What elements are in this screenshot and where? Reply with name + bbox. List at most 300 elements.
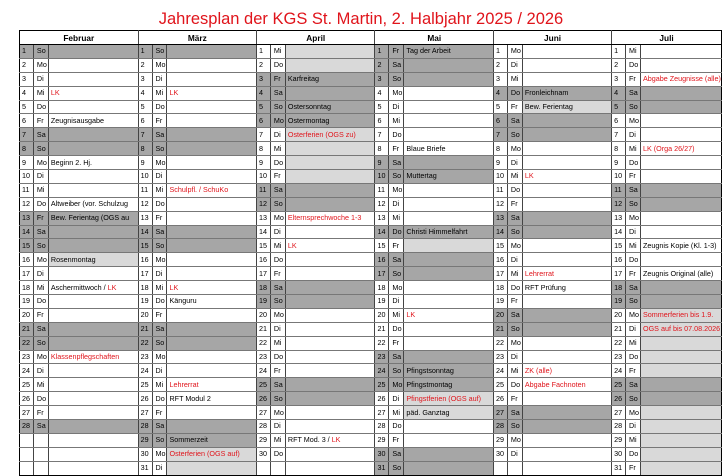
day-number: 17 <box>375 267 389 281</box>
day-number: 23 <box>20 350 34 364</box>
weekday: Mi <box>152 86 167 100</box>
weekday: Sa <box>152 322 167 336</box>
weekday <box>33 433 48 447</box>
day-number: 15 <box>257 239 271 253</box>
event-cell <box>48 322 138 336</box>
day-number: 25 <box>494 378 508 392</box>
event-cell <box>285 447 375 461</box>
day-number: 19 <box>494 295 508 309</box>
event-cell <box>640 58 721 72</box>
day-number: 6 <box>257 114 271 128</box>
weekday: Di <box>507 58 522 72</box>
day-number: 19 <box>138 295 152 309</box>
day-number: 11 <box>612 183 626 197</box>
event-cell <box>285 392 375 406</box>
event-cell <box>167 45 257 59</box>
day-number: 20 <box>375 308 389 322</box>
weekday: So <box>152 239 167 253</box>
weekday: Do <box>152 295 167 309</box>
weekday: Mi <box>389 211 404 225</box>
event-cell: Tag der Arbeit <box>404 45 494 59</box>
event-cell: LK <box>285 239 375 253</box>
table-row <box>20 114 722 128</box>
event-cell <box>640 420 721 434</box>
weekday: Fr <box>152 308 167 322</box>
event-cell <box>404 420 494 434</box>
weekday: Mo <box>507 336 522 350</box>
day-number: 3 <box>257 72 271 86</box>
day-number: 5 <box>612 100 626 114</box>
event-cell <box>48 183 138 197</box>
day-number: 12 <box>20 197 34 211</box>
day-number: 4 <box>257 86 271 100</box>
day-number: 25 <box>138 378 152 392</box>
day-number: 8 <box>612 142 626 156</box>
weekday: So <box>152 142 167 156</box>
day-number: 27 <box>612 406 626 420</box>
event-text: RFT Mod. 3 / <box>287 435 332 445</box>
event-cell <box>522 447 611 461</box>
table-row <box>20 336 722 350</box>
event-cell: Osterferien (OGS auf) <box>167 447 257 461</box>
weekday: Fr <box>507 392 522 406</box>
event-cell <box>285 364 375 378</box>
day-number: 27 <box>138 406 152 420</box>
table-row <box>20 364 722 378</box>
event-cell <box>522 253 611 267</box>
day-number: 12 <box>612 197 626 211</box>
day-number: 4 <box>612 86 626 100</box>
month-header: Mai <box>375 31 494 45</box>
event-cell <box>404 211 494 225</box>
event-cell <box>404 86 494 100</box>
day-number: 8 <box>20 142 34 156</box>
weekday: Mo <box>33 253 48 267</box>
event-cell: Sommerzeit <box>167 433 257 447</box>
weekday: Fr <box>152 114 167 128</box>
day-number: 10 <box>612 170 626 184</box>
event-cell: Klassenpflegschaften <box>48 350 138 364</box>
weekday: Mi <box>33 86 48 100</box>
day-number: 29 <box>494 433 508 447</box>
event-cell: ZK (alle) <box>522 364 611 378</box>
event-cell: Karfreitag <box>285 72 375 86</box>
weekday <box>507 461 522 475</box>
table-row <box>20 86 722 100</box>
month-header: Februar <box>20 31 139 45</box>
weekday: Sa <box>507 406 522 420</box>
weekday: Di <box>389 295 404 309</box>
event-cell <box>167 308 257 322</box>
weekday: Fr <box>33 406 48 420</box>
day-number: 9 <box>494 156 508 170</box>
weekday: Do <box>270 350 285 364</box>
event-cell <box>522 58 611 72</box>
day-number: 8 <box>375 142 389 156</box>
event-cell <box>167 170 257 184</box>
day-number: 29 <box>138 433 152 447</box>
weekday: So <box>389 461 404 475</box>
event-cell <box>285 45 375 59</box>
weekday: Fr <box>626 267 641 281</box>
weekday: Do <box>507 281 522 295</box>
day-number: 14 <box>138 225 152 239</box>
day-number: 2 <box>257 58 271 72</box>
weekday: Mi <box>152 183 167 197</box>
weekday: Mi <box>33 183 48 197</box>
weekday: Mi <box>389 406 404 420</box>
event-cell <box>522 295 611 309</box>
weekday <box>33 447 48 461</box>
day-number: 31 <box>375 461 389 475</box>
day-number: 15 <box>138 239 152 253</box>
day-number: 24 <box>494 364 508 378</box>
event-cell <box>167 406 257 420</box>
weekday: So <box>507 225 522 239</box>
day-number: 5 <box>257 100 271 114</box>
weekday: Mo <box>507 45 522 59</box>
table-row <box>20 45 722 59</box>
event-cell <box>404 253 494 267</box>
day-number: 24 <box>257 364 271 378</box>
day-number: 14 <box>494 225 508 239</box>
day-number: 13 <box>612 211 626 225</box>
weekday: Mi <box>626 336 641 350</box>
event-cell <box>285 406 375 420</box>
event-cell <box>404 350 494 364</box>
event-cell <box>167 267 257 281</box>
day-number: 14 <box>612 225 626 239</box>
day-number: 13 <box>375 211 389 225</box>
event-cell: Pfingstmontag <box>404 378 494 392</box>
weekday: Do <box>626 447 641 461</box>
weekday: Mi <box>389 114 404 128</box>
day-number: 1 <box>257 45 271 59</box>
weekday: Mi <box>270 239 285 253</box>
weekday: Sa <box>33 420 48 434</box>
event-cell <box>522 406 611 420</box>
event-cell <box>404 281 494 295</box>
weekday: Sa <box>626 183 641 197</box>
day-number: 21 <box>20 322 34 336</box>
event-cell <box>285 336 375 350</box>
weekday: So <box>507 128 522 142</box>
day-number: 1 <box>20 45 34 59</box>
event-cell <box>404 183 494 197</box>
event-cell <box>167 142 257 156</box>
event-cell <box>640 461 721 475</box>
day-number: 8 <box>494 142 508 156</box>
event-cell <box>48 100 138 114</box>
weekday: Di <box>626 128 641 142</box>
event-cell <box>167 225 257 239</box>
weekday: Di <box>507 156 522 170</box>
weekday: Do <box>389 225 404 239</box>
day-number: 18 <box>20 281 34 295</box>
event-cell <box>285 86 375 100</box>
weekday: Di <box>626 420 641 434</box>
table-row <box>20 308 722 322</box>
day-number: 21 <box>612 322 626 336</box>
weekday: Do <box>270 253 285 267</box>
event-cell <box>285 225 375 239</box>
weekday: Mo <box>33 58 48 72</box>
event-cell <box>640 45 721 59</box>
table-row <box>20 225 722 239</box>
day-number: 10 <box>257 170 271 184</box>
event-cell <box>522 142 611 156</box>
weekday: So <box>626 392 641 406</box>
day-number: 16 <box>494 253 508 267</box>
day-number: 8 <box>138 142 152 156</box>
event-cell <box>522 336 611 350</box>
day-number: 21 <box>257 322 271 336</box>
day-number: 28 <box>138 420 152 434</box>
weekday: So <box>152 45 167 59</box>
day-number: 19 <box>257 295 271 309</box>
weekday: Do <box>270 58 285 72</box>
event-cell <box>285 433 375 447</box>
event-cell <box>48 281 138 295</box>
event-cell <box>640 225 721 239</box>
weekday: Mo <box>507 433 522 447</box>
day-number: 7 <box>375 128 389 142</box>
event-cell <box>48 364 138 378</box>
table-row <box>20 183 722 197</box>
day-number: 30 <box>138 447 152 461</box>
day-number: 27 <box>375 406 389 420</box>
event-cell <box>48 295 138 309</box>
day-number: 5 <box>494 100 508 114</box>
weekday: So <box>626 295 641 309</box>
event-cell <box>167 322 257 336</box>
day-number: 24 <box>612 364 626 378</box>
day-number: 5 <box>138 100 152 114</box>
event-cell <box>640 364 721 378</box>
event-cell <box>285 350 375 364</box>
event-cell <box>48 406 138 420</box>
event-cell <box>48 142 138 156</box>
day-number: 12 <box>375 197 389 211</box>
day-number: 29 <box>375 433 389 447</box>
table-row <box>20 170 722 184</box>
day-number: 3 <box>494 72 508 86</box>
day-number: 2 <box>375 58 389 72</box>
weekday: Do <box>626 156 641 170</box>
event-cell: Abgabe Fachnoten <box>522 378 611 392</box>
day-number: 24 <box>138 364 152 378</box>
day-number: 23 <box>612 350 626 364</box>
table-row <box>20 433 722 447</box>
weekday: So <box>152 336 167 350</box>
weekday: Di <box>389 197 404 211</box>
day-number: 4 <box>138 86 152 100</box>
weekday: Fr <box>270 170 285 184</box>
event-cell: Ostermontag <box>285 114 375 128</box>
event-cell <box>522 392 611 406</box>
weekday: Mi <box>626 239 641 253</box>
weekday: Mi <box>626 433 641 447</box>
weekday: Di <box>507 253 522 267</box>
weekday: So <box>270 295 285 309</box>
weekday: Fr <box>507 295 522 309</box>
table-row <box>20 447 722 461</box>
event-cell <box>285 58 375 72</box>
day-number <box>20 461 34 475</box>
day-number: 20 <box>257 308 271 322</box>
weekday: Fr <box>389 239 404 253</box>
event-cell <box>285 378 375 392</box>
weekday: Fr <box>152 211 167 225</box>
weekday: Sa <box>507 114 522 128</box>
weekday: So <box>33 239 48 253</box>
month-header: März <box>138 31 256 45</box>
weekday: So <box>270 392 285 406</box>
month-header: Juli <box>612 31 722 45</box>
day-number: 17 <box>612 267 626 281</box>
event-cell: Lehrerrat <box>522 267 611 281</box>
day-number: 9 <box>612 156 626 170</box>
event-cell: Abgabe Zeugnisse (alle) <box>640 72 721 86</box>
weekday: Sa <box>33 128 48 142</box>
weekday: Mo <box>152 156 167 170</box>
weekday: Mo <box>270 114 285 128</box>
day-number: 26 <box>494 392 508 406</box>
event-cell: Fronleichnam <box>522 86 611 100</box>
weekday: Di <box>33 72 48 86</box>
event-cell <box>640 406 721 420</box>
event-cell <box>48 267 138 281</box>
page-title: Jahresplan der KGS St. Martin, 2. Halbjahr 2025 / 2026 <box>158 10 564 28</box>
day-number: 24 <box>375 364 389 378</box>
table-row <box>20 281 722 295</box>
table-row <box>20 239 722 253</box>
day-number <box>20 447 34 461</box>
day-number: 11 <box>138 183 152 197</box>
event-cell <box>640 336 721 350</box>
day-number: 5 <box>375 100 389 114</box>
event-text-highlight: LK <box>331 435 341 445</box>
table-row <box>20 267 722 281</box>
event-cell: Sommerferien bis 1.9. <box>640 308 721 322</box>
event-cell <box>640 392 721 406</box>
day-number: 7 <box>20 128 34 142</box>
event-cell <box>522 114 611 128</box>
day-number: 2 <box>494 58 508 72</box>
day-number: 6 <box>138 114 152 128</box>
weekday: Mi <box>33 378 48 392</box>
event-cell <box>522 211 611 225</box>
year-plan-table <box>19 30 722 476</box>
weekday: Di <box>33 364 48 378</box>
event-cell <box>640 170 721 184</box>
event-cell <box>285 170 375 184</box>
weekday: Sa <box>626 86 641 100</box>
weekday: Do <box>33 197 48 211</box>
weekday: So <box>507 420 522 434</box>
event-cell <box>522 45 611 59</box>
event-cell <box>285 267 375 281</box>
day-number: 29 <box>257 433 271 447</box>
weekday: So <box>389 364 404 378</box>
weekday: Mo <box>33 156 48 170</box>
table-row <box>20 406 722 420</box>
day-number: 7 <box>257 128 271 142</box>
event-cell <box>404 197 494 211</box>
event-cell <box>48 392 138 406</box>
event-cell <box>48 72 138 86</box>
weekday: Mo <box>507 142 522 156</box>
weekday: Do <box>626 350 641 364</box>
day-number: 16 <box>20 253 34 267</box>
event-cell <box>522 420 611 434</box>
day-number: 15 <box>494 239 508 253</box>
day-number: 28 <box>375 420 389 434</box>
day-number: 7 <box>494 128 508 142</box>
weekday: Mo <box>389 378 404 392</box>
weekday: Fr <box>626 72 641 86</box>
weekday: Di <box>626 225 641 239</box>
day-number: 25 <box>612 378 626 392</box>
day-number: 31 <box>612 461 626 475</box>
day-number: 4 <box>20 86 34 100</box>
day-number: 18 <box>257 281 271 295</box>
event-cell <box>640 128 721 142</box>
event-cell: Altweiber (vor. Schulzug <box>48 197 138 211</box>
day-number: 4 <box>494 86 508 100</box>
weekday: Mi <box>152 378 167 392</box>
table-row <box>20 197 722 211</box>
event-cell: Beginn 2. Hj. <box>48 156 138 170</box>
event-cell <box>48 58 138 72</box>
day-number: 10 <box>375 170 389 184</box>
weekday: Fr <box>33 211 48 225</box>
weekday: Fr <box>270 72 285 86</box>
weekday: Sa <box>33 225 48 239</box>
day-number: 1 <box>138 45 152 59</box>
day-number: 27 <box>494 406 508 420</box>
month-header: Juni <box>494 31 612 45</box>
day-number: 6 <box>20 114 34 128</box>
weekday: Sa <box>270 281 285 295</box>
weekday: So <box>626 100 641 114</box>
weekday: Mi <box>507 170 522 184</box>
weekday: Mi <box>389 308 404 322</box>
event-cell <box>48 447 138 461</box>
table-row <box>20 253 722 267</box>
weekday: Fr <box>33 308 48 322</box>
weekday: Mi <box>270 45 285 59</box>
event-cell <box>404 336 494 350</box>
weekday: Mo <box>152 350 167 364</box>
weekday: So <box>33 142 48 156</box>
event-cell: Bew. Ferientag <box>522 100 611 114</box>
event-cell <box>167 211 257 225</box>
weekday: Di <box>152 364 167 378</box>
weekday: Di <box>152 72 167 86</box>
weekday: Do <box>152 100 167 114</box>
event-cell <box>48 378 138 392</box>
weekday: Sa <box>507 211 522 225</box>
weekday: So <box>33 45 48 59</box>
day-number: 14 <box>20 225 34 239</box>
day-number: 30 <box>612 447 626 461</box>
day-number: 20 <box>138 308 152 322</box>
weekday: Do <box>33 295 48 309</box>
weekday: Sa <box>389 156 404 170</box>
event-cell <box>48 170 138 184</box>
weekday: So <box>626 197 641 211</box>
